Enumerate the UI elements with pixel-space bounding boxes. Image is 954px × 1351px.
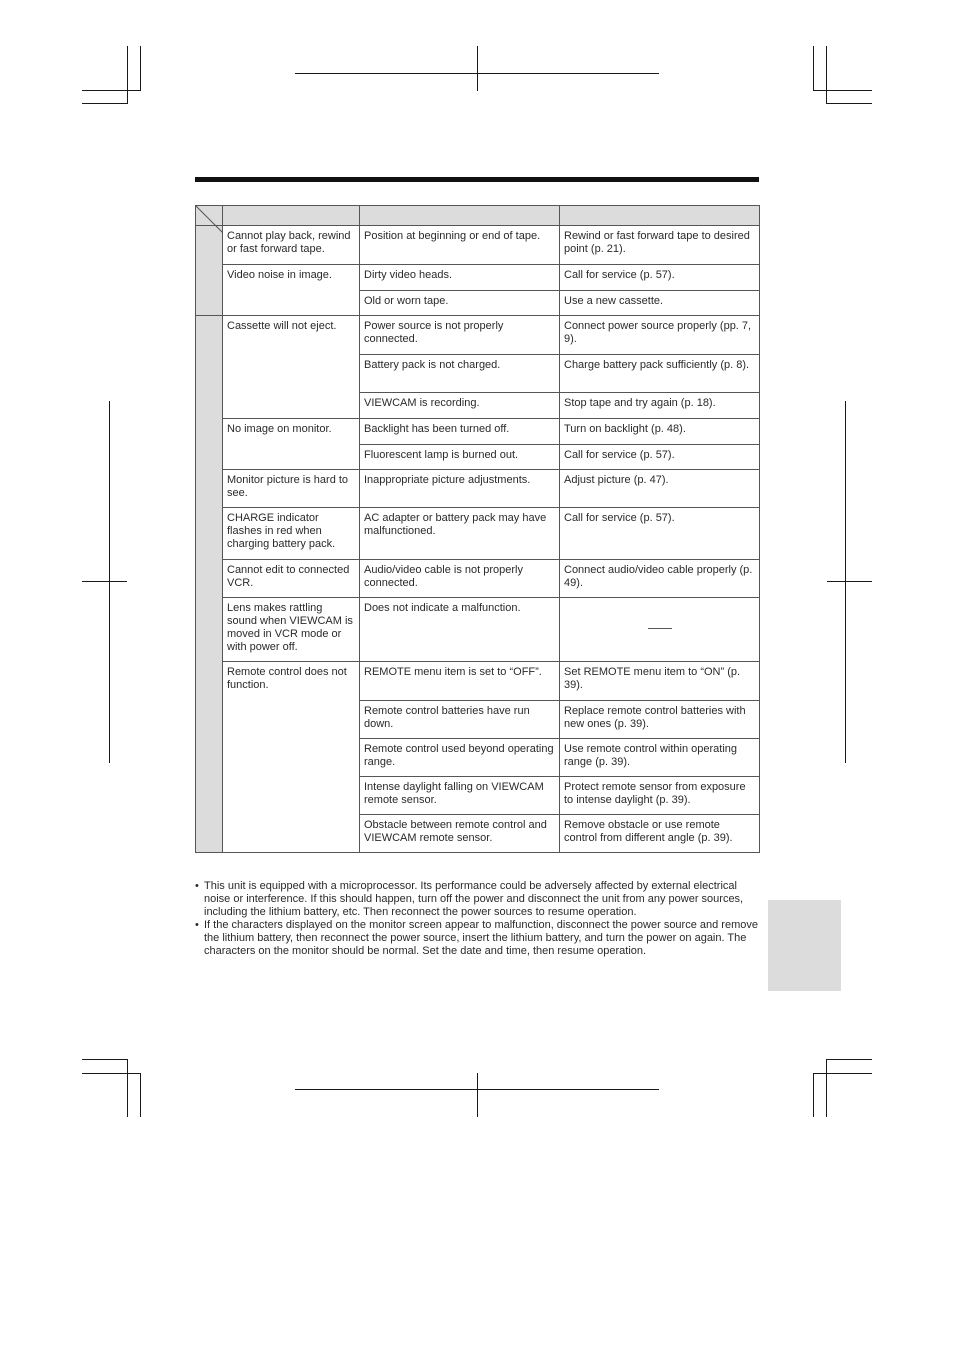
bullet: • xyxy=(195,919,199,931)
crop-mark xyxy=(813,1073,872,1074)
title-rule xyxy=(195,177,759,182)
diagonal-line xyxy=(196,206,223,233)
troubleshooting-table xyxy=(195,205,760,853)
registration-mark xyxy=(82,581,127,582)
registration-mark xyxy=(477,46,478,91)
remedy-cell: Use a new cassette. xyxy=(560,291,760,316)
remedy-cell: Adjust picture (p. 47). xyxy=(560,470,760,508)
crop-mark xyxy=(826,46,827,103)
remedy-cell: Rewind or fast forward tape to desired point (p. 21). xyxy=(560,226,760,265)
symptom-cell: No image on monitor. xyxy=(223,419,360,470)
cause-cell: Fluorescent lamp is burned out. xyxy=(360,445,560,470)
symptom-cell: Lens makes rattling sound when VIEWCAM is moved in VCR mode or with power off. xyxy=(223,598,360,662)
table-header-row xyxy=(196,206,760,226)
cause-cell: Position at beginning or end of tape. xyxy=(360,226,560,265)
cause-cell: VIEWCAM is recording. xyxy=(360,393,560,419)
symptom-cell: CHARGE indicator flashes in red when charging battery pack. xyxy=(223,508,360,560)
crop-mark xyxy=(826,1059,827,1117)
remedy-cell: Charge battery pack sufficiently (p. 8). xyxy=(560,355,760,393)
remedy-cell: Connect power source properly (pp. 7, 9). xyxy=(560,316,760,355)
cause-cell: Backlight has been turned off. xyxy=(360,419,560,445)
category-cell-other xyxy=(196,316,223,853)
symptom-cell: Cassette will not eject. xyxy=(223,316,360,419)
cause-cell: Audio/video cable is not properly connected. xyxy=(360,560,560,598)
cause-cell: AC adapter or battery pack may have malfunctioned. xyxy=(360,508,560,560)
cause-cell: Intense daylight falling on VIEWCAM remote sensor. xyxy=(360,777,560,815)
note-item xyxy=(195,880,761,919)
remedy-cell: Call for service (p. 57). xyxy=(560,508,760,560)
registration-mark xyxy=(827,581,872,582)
registration-mark xyxy=(477,1073,478,1117)
cause-cell: Remote control batteries have run down. xyxy=(360,701,560,739)
crop-mark xyxy=(82,1073,140,1074)
header-problem-cell xyxy=(223,206,360,226)
not-applicable-dash xyxy=(648,628,672,629)
crop-mark xyxy=(140,46,141,91)
table-row xyxy=(196,419,760,445)
crop-mark xyxy=(127,1059,128,1117)
crop-mark xyxy=(813,90,872,91)
symptom-cell: Cannot edit to connected VCR. xyxy=(223,560,360,598)
header-cause-cell xyxy=(360,206,560,226)
cause-cell: Power source is not properly connected. xyxy=(360,316,560,355)
remedy-cell: Connect audio/video cable properly (p. 49). xyxy=(560,560,760,598)
header-corner-cell xyxy=(196,206,223,226)
symptom-cell: Video noise in image. xyxy=(223,265,360,316)
remedy-cell: Stop tape and try again (p. 18). xyxy=(560,393,760,419)
side-tab xyxy=(768,900,841,991)
crop-mark xyxy=(82,103,128,104)
table-row xyxy=(196,560,760,598)
remedy-cell: Protect remote sensor from exposure to intense daylight (p. 39). xyxy=(560,777,760,815)
note-text: This unit is equipped with a microprocessor. Its performance could be adversely affected by external electrical noise or interference. If this should happen, turn off the power and disconnect the unit from any power sources, including the lithium battery, etc. Then reconnect the power sources to resume operation. xyxy=(204,880,744,918)
remedy-cell: Remove obstacle or use remote control from different angle (p. 39). xyxy=(560,815,760,853)
cause-cell: Inappropriate picture adjustments. xyxy=(360,470,560,508)
crop-mark xyxy=(826,1059,872,1060)
table-row xyxy=(196,508,760,560)
crop-mark xyxy=(127,46,128,103)
notes-list xyxy=(195,880,761,958)
table-row xyxy=(196,226,760,265)
crop-mark xyxy=(826,103,872,104)
remedy-cell: Turn on backlight (p. 48). xyxy=(560,419,760,445)
note-text: If the characters displayed on the monitor screen appear to malfunction, disconnect the power source and remove the lithium battery, then reconnect the power source, insert the lithium battery, and turn the power on again. The characters on the monitor should be normal. Set the date and time, then resume operation. xyxy=(204,919,758,957)
crop-mark xyxy=(813,46,814,91)
cause-cell: Obstacle between remote control and VIEWCAM remote sensor. xyxy=(360,815,560,853)
crop-mark xyxy=(813,1073,814,1117)
table-row xyxy=(196,265,760,291)
header-remedy-cell xyxy=(560,206,760,226)
crop-mark xyxy=(82,90,140,91)
symptom-cell: Remote control does not function. xyxy=(223,662,360,853)
remedy-cell: Call for service (p. 57). xyxy=(560,265,760,291)
table-row xyxy=(196,662,760,701)
symptom-cell: Monitor picture is hard to see. xyxy=(223,470,360,508)
crop-mark xyxy=(82,1059,128,1060)
cause-cell: Dirty video heads. xyxy=(360,265,560,291)
symptom-cell: Cannot play back, rewind or fast forward tape. xyxy=(223,226,360,265)
table-row xyxy=(196,470,760,508)
table-row xyxy=(196,316,760,355)
cause-cell: Battery pack is not charged. xyxy=(360,355,560,393)
note-item xyxy=(195,919,761,958)
remedy-cell: Use remote control within operating range (p. 39). xyxy=(560,739,760,777)
remedy-cell: Replace remote control batteries with new ones (p. 39). xyxy=(560,701,760,739)
remedy-cell xyxy=(560,598,760,662)
remedy-cell: Set REMOTE menu item to “ON” (p. 39). xyxy=(560,662,760,701)
cause-cell: Remote control used beyond operating range. xyxy=(360,739,560,777)
category-cell-playback xyxy=(196,226,223,316)
cause-cell: Does not indicate a malfunction. xyxy=(360,598,560,662)
table-row xyxy=(196,598,760,662)
remedy-cell: Call for service (p. 57). xyxy=(560,445,760,470)
registration-mark xyxy=(845,401,846,763)
cause-cell: Old or worn tape. xyxy=(360,291,560,316)
bullet: • xyxy=(195,880,199,892)
crop-mark xyxy=(140,1073,141,1117)
cause-cell: REMOTE menu item is set to “OFF”. xyxy=(360,662,560,701)
registration-mark xyxy=(109,401,110,763)
